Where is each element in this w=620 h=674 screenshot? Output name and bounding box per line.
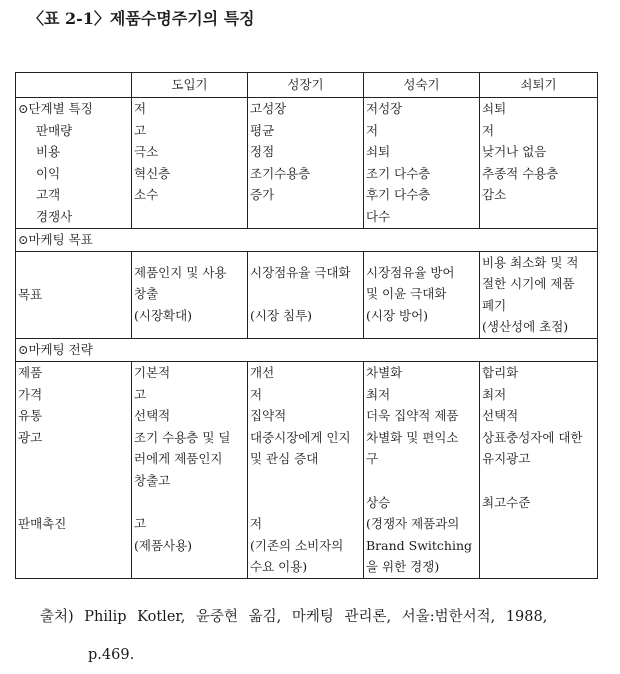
cell-value: 시장점유율 방어 [366, 264, 455, 280]
section2-heading-row [16, 228, 598, 251]
cell-value: 개선 [250, 364, 275, 380]
header-growth: 성장기 [248, 73, 364, 98]
section1-maturity [364, 98, 480, 229]
cell-value: (기존의 소비자의 [250, 537, 344, 553]
row-label: 판매량 [36, 122, 73, 138]
header-decline: 쇠퇴기 [480, 73, 598, 98]
cell-value: 정점 [250, 144, 275, 160]
cell-value: 을 위한 경쟁) [366, 559, 440, 575]
row-label: 경쟁사 [36, 208, 73, 224]
cell-value: 집약적 [250, 408, 287, 424]
cell-value: 최저 [482, 386, 507, 402]
cell-value: 선택적 [134, 408, 171, 424]
cell-value: 수요 이용) [250, 559, 308, 575]
cell-value: 저 [482, 122, 495, 138]
cell-value: 후기 다수층 [366, 187, 431, 203]
product-lifecycle-table [15, 72, 598, 579]
cell-value: 극소 [134, 144, 159, 160]
cell-value: 합리화 [482, 364, 519, 380]
cell-value: 차별화 및 편익소 [366, 429, 459, 445]
cell-value: 증가 [250, 187, 275, 203]
cell-value: 구 [366, 451, 379, 467]
cell-value: 고성장 [250, 101, 287, 116]
row-label: 이익 [36, 165, 61, 181]
cell-value: 최저 [366, 386, 391, 402]
section2-heading: ⊙마케팅 목표 [16, 228, 598, 251]
cell-value: (제품사용) [134, 537, 193, 553]
cell-value: 및 관심 증대 [250, 451, 319, 467]
cell-value: 추종적 수용층 [482, 165, 559, 181]
cell-value: 고 [134, 122, 147, 138]
cell-value: 유지광고 [482, 451, 531, 467]
cell-value: 저 [250, 386, 263, 402]
cell-value: 창출고 [134, 472, 171, 488]
section2-label: 목표 [16, 251, 132, 338]
section1-intro [132, 98, 248, 229]
section1-decline [480, 98, 598, 229]
table-title: 〈표 2-1〉제품수명주기의 특징 [28, 9, 255, 28]
section2-intro [132, 251, 248, 338]
section1-row [16, 98, 598, 229]
cell-value: 소수 [134, 187, 159, 203]
cell-value: 폐기 [482, 297, 507, 313]
row-label: 비용 [36, 144, 61, 160]
section2-row [16, 251, 598, 338]
cell-value: 절한 시기에 제품 [482, 276, 575, 292]
cell-value: 조기 수용층 및 딜 [134, 429, 231, 445]
section3-intro [132, 361, 248, 578]
cell-value: 조기 다수층 [366, 165, 431, 181]
row-label: 가격 [18, 386, 43, 402]
cell-value: 기본적 [134, 364, 171, 380]
cell-value: 고 [134, 386, 147, 402]
cell-value: 더욱 집약적 제품 [366, 408, 459, 424]
section1-heading: ⊙단계별 특징 [18, 101, 93, 116]
section1-labels [16, 98, 132, 229]
section1-growth [248, 98, 364, 229]
cell-value: 제품인지 및 사용 [134, 264, 227, 280]
row-label: 유통 [18, 408, 43, 424]
cell-value: 조기수용층 [250, 165, 311, 181]
cell-value: 저 [250, 516, 263, 532]
cell-value: (시장확대) [134, 307, 193, 323]
cell-value: 러에게 제품인지 [134, 451, 223, 467]
section3-decline [480, 361, 598, 578]
cell-value [250, 283, 361, 305]
section2-growth [248, 251, 364, 338]
cell-value: (시장 방어) [366, 307, 429, 323]
section3-maturity [364, 361, 480, 578]
row-label: 광고 [18, 429, 43, 445]
cell-value: 혁신층 [134, 165, 171, 181]
section2-decline [480, 251, 598, 338]
cell-value: 대중시장에게 인지 [250, 429, 351, 445]
cell-value: 다수 [366, 208, 391, 224]
row-label: 판매촉진 [18, 516, 67, 532]
cell-value: 차별화 [366, 364, 403, 380]
section3-growth [248, 361, 364, 578]
cell-value: 평균 [250, 122, 275, 138]
cell-value: 창출 [134, 286, 159, 302]
cell-value: (생산성에 초점) [482, 319, 569, 335]
section2-maturity [364, 251, 480, 338]
cell-value: (경쟁자 제품과의 [366, 516, 460, 532]
section3-labels [16, 361, 132, 578]
header-intro: 도입기 [132, 73, 248, 98]
cell-value: (시장 침투) [250, 307, 313, 323]
citation-line-2: p.469. [88, 647, 135, 663]
cell-value: 저성장 [366, 101, 403, 116]
cell-value: 낮거나 없음 [482, 144, 547, 160]
cell-value: 저 [134, 101, 147, 116]
cell-value: 상승 [366, 494, 391, 510]
cell-value: 고 [134, 516, 147, 532]
cell-value: 쇠퇴 [366, 144, 391, 160]
cell-value: 저 [366, 122, 379, 138]
row-label: 고객 [36, 187, 61, 203]
cell-value: 쇠퇴 [482, 101, 507, 116]
section3-heading-row [16, 338, 598, 361]
cell-value: 비용 최소화 및 적 [482, 254, 579, 270]
cell-value: 시장점유율 극대화 [250, 264, 351, 280]
source-citation [40, 598, 610, 674]
cell-value: 감소 [482, 187, 507, 203]
header-row [16, 73, 598, 98]
cell-value: 상표충성자에 대한 [482, 429, 583, 445]
cell-value: 최고수준 [482, 494, 531, 510]
header-maturity: 성숙기 [364, 73, 480, 98]
row-label: 제품 [18, 364, 43, 380]
cell-value: 선택적 [482, 408, 519, 424]
cell-value: 및 이윤 극대화 [366, 286, 447, 302]
section3-heading: ⊙마케팅 전략 [16, 338, 598, 361]
section3-row [16, 361, 598, 578]
cell-value: Brand Switching [366, 537, 473, 553]
header-empty [16, 73, 132, 98]
citation-line-1: 출처) Philip Kotler, 윤중현 옮김, 마케팅 관리론, 서울:범한서적, 1988, [40, 609, 548, 625]
